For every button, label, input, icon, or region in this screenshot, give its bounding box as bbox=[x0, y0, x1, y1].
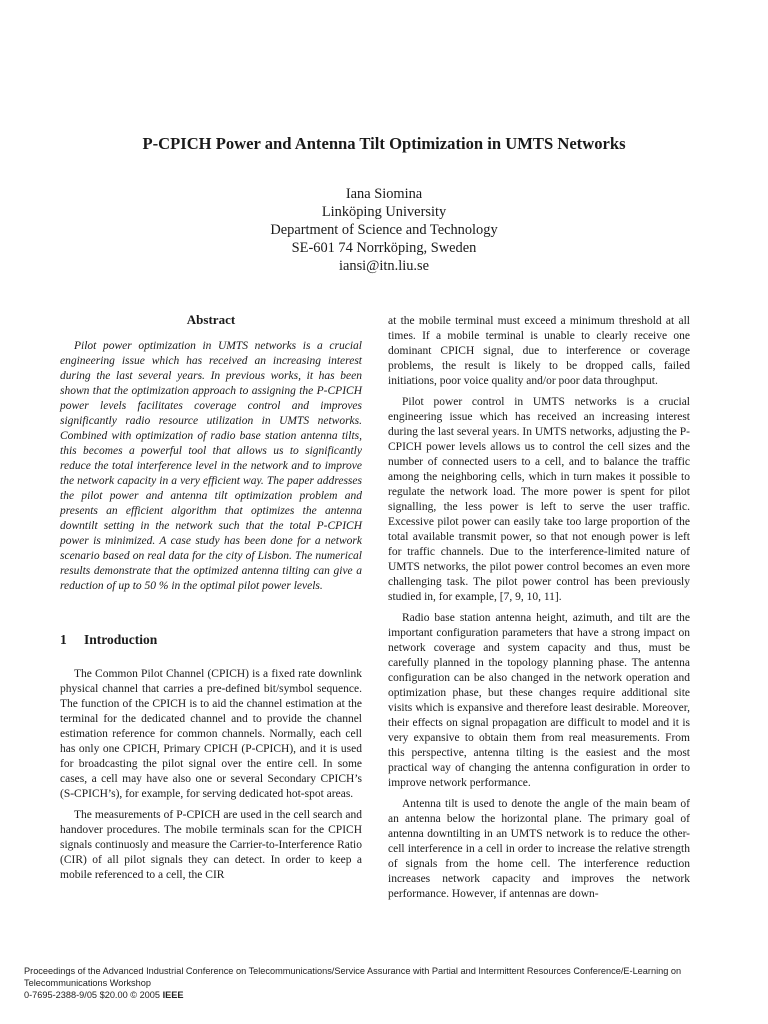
left-column bbox=[60, 312, 362, 889]
author-block bbox=[0, 185, 768, 275]
ieee-logo: IEEE bbox=[162, 990, 184, 1000]
section-title: Introduction bbox=[84, 632, 158, 647]
body-paragraph: at the mobile terminal must exceed a minimum threshold at all times. If a mobile terminal is unable to clearly receive one dominant CPICH signal, due to interference or coverage problems, the result is likely to be dropped calls, failed initiations, poor voice quality and/or poor data throughput. bbox=[388, 315, 690, 387]
author-university: Linköping University bbox=[321, 204, 447, 220]
paper-title: P-CPICH Power and Antenna Tilt Optimization in UMTS Networks bbox=[142, 134, 626, 153]
author-name: Iana Siomina bbox=[345, 186, 423, 202]
footer-copyright bbox=[24, 989, 744, 1001]
author-address: SE-601 74 Norrköping, Sweden bbox=[291, 240, 477, 256]
section-heading bbox=[60, 632, 362, 647]
body-paragraph: Radio base station antenna height, azimuth, and tilt are the important configuration parameters that have a strong impact on network coverage and system capacity and thus, must be carefully planned in the topology planning phase. The antenna configuration can be also changed in the network operation and optimization phase, but these changes require additional site visits which is expansive and therefore least desirable. Moreover, their effects on signal propagation are difficult to model and it is very expansive to obtain them from real measurements. From this perspective, antenna tilting is the easiest and the most practical way of changing the antenna configuration in order to improve network performance. bbox=[388, 612, 690, 789]
abstract-heading: Abstract bbox=[186, 312, 236, 327]
section-number: 1 bbox=[60, 632, 67, 647]
abstract-text: Pilot power optimization in UMTS networks is a crucial engineering issue which has received an increasing interest during the last several years. In previous works, it has been shown that the optimization approach to assigning the P-CPICH power levels facilitates coverage control and improves significantly radio resource utilization in UMTS networks. Combined with optimization of radio base station antenna tilts, this becomes a powerful tool that allows us to significantly reduce the total interference level in the network and to improve the network capacity in a very efficient way. The paper addresses the pilot power and antenna tilt optimization problem and presents an efficient algorithm that optimizes the antenna downtilt setting in the network such that the total P-CPICH power is minimized. A case study has been done for a network scenario based on real data for the city of Lisbon. The numerical results demonstrate that the optimized antenna tilting can give a reduction of up to 50 % in the optimal pilot power levels. bbox=[60, 340, 362, 592]
body-paragraph: Pilot power control in UMTS networks is a crucial engineering issue which has received an increasing interest during the last several years. In UMTS networks, adjusting the P-CPICH power levels allows us to control the cell sizes and the number of connected users to a cell, and to balance the traffic among the neighboring cells, which in turn makes it possible to regulate the network load. The more power is spent for pilot signalling, the less power is left to serve the user traffic. Excessive pilot power can easily take too large proportion of the total available transmit power, so that not enough power is left for traffic channels. Due to the interference-limited nature of UMTS networks, the pilot power control becomes an even more challenging task. The pilot power control has been previously studied in, for example, [7, 9, 10, 11]. bbox=[388, 396, 690, 603]
footer-isbn: 0-7695-2388-9/05 $20.00 © 2005 bbox=[24, 990, 161, 1000]
body-paragraph: Antenna tilt is used to denote the angle of the main beam of an antenna below the horizontal plane. The primary goal of antenna downtilting in an UMTS network is to reduce the other-cell interference in a cell in order to increase the relative strength of signals from the home cell. The interference reduction increases network capacity and improves the network performance. However, if antennas are down- bbox=[388, 798, 690, 900]
footer-proceedings: Proceedings of the Advanced Industrial Conference on Telecommunications/Service Assurance with Partial and Intermittent Resources Conference/E-Learning on Telecommunications Workshop bbox=[24, 966, 682, 988]
body-paragraph: The measurements of P-CPICH are used in the cell search and handover procedures. The mobile terminals scan for the CPICH signals continuosly and measure the Carrier-to-Interference Ratio (CIR) of all pilot signals they can detect. In order to keep a mobile referenced to a cell, the CIR bbox=[60, 809, 362, 881]
author-department: Department of Science and Technology bbox=[270, 222, 498, 238]
author-email: iansi@itn.liu.se bbox=[339, 258, 429, 274]
body-paragraph: The Common Pilot Channel (CPICH) is a fixed rate downlink physical channel that carries a pre-defined bit/symbol sequence. The function of the CPICH is to aid the channel estimation at the terminal for the dedicated channel and to provide the channel estimation reference for common channels. Normally, each cell has only one CPICH, Primary CPICH (P-CPICH), and it is used for broadcasting the pilot signal over the entire cell. In some cases, a cell may have also one or several Secondary CPICH’s (S-CPICH’s), for example, for serving dedicated hot-spot areas. bbox=[60, 668, 362, 800]
page-footer bbox=[24, 965, 744, 1001]
right-column bbox=[388, 314, 690, 908]
